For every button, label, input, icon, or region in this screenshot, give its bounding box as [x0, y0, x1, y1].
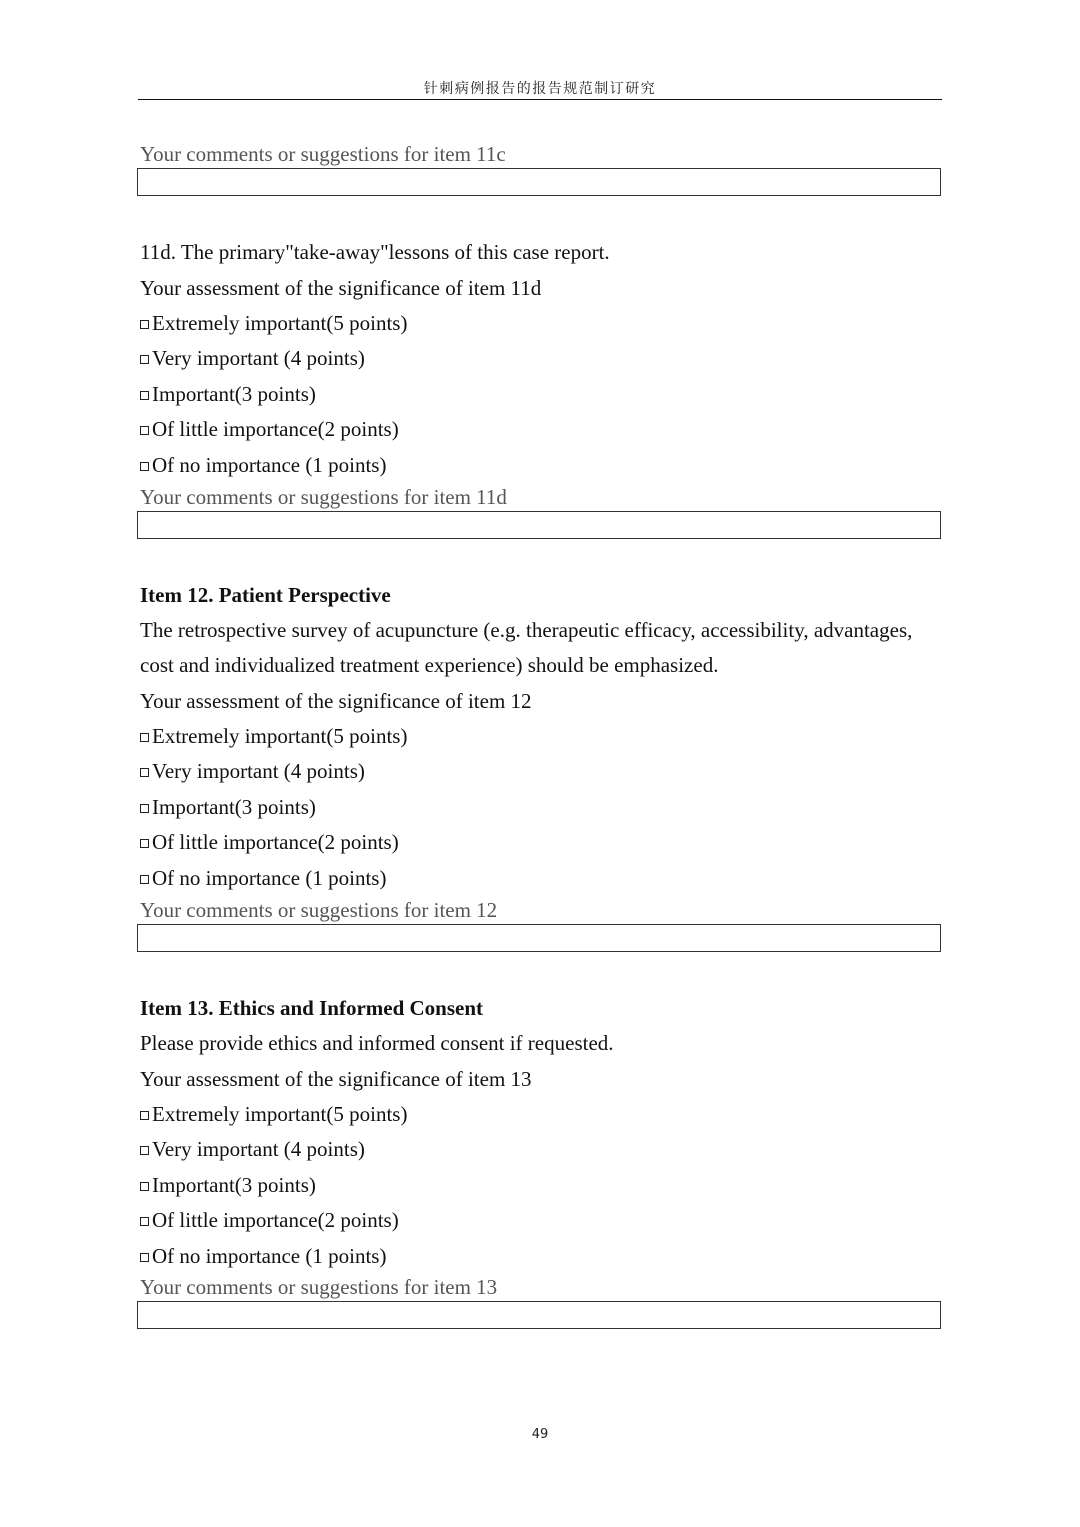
option-label: Very important (4 points) — [152, 1137, 365, 1161]
item-11d-option-3[interactable] — [140, 381, 316, 407]
header-rule — [138, 99, 942, 100]
checkbox-icon[interactable] — [140, 1111, 149, 1120]
checkbox-icon[interactable] — [140, 1146, 149, 1155]
item-12-option-2[interactable] — [140, 829, 399, 855]
item-13-assessment-label: Your assessment of the significance of item 13 — [140, 1067, 532, 1091]
item-13-option-2[interactable] — [140, 1207, 399, 1233]
checkbox-icon[interactable] — [140, 462, 149, 471]
item-12-comment-label: Your comments or suggestions for item 12 — [140, 898, 498, 922]
item-11c-comment-label: Your comments or suggestions for item 11c — [140, 142, 506, 166]
item-12-description-line-1: The retrospective survey of acupuncture (e.g. therapeutic efficacy, accessibility, advantages, — [140, 618, 913, 642]
item-11c-comment-box[interactable] — [137, 168, 941, 196]
option-label: Important(3 points) — [152, 1173, 316, 1197]
option-label: Extremely important(5 points) — [152, 311, 408, 335]
option-label: Of no importance (1 points) — [152, 453, 387, 477]
checkbox-icon[interactable] — [140, 1253, 149, 1262]
option-label: Of no importance (1 points) — [152, 1244, 387, 1268]
item-13-option-5[interactable] — [140, 1101, 407, 1127]
item-13-comment-box[interactable] — [137, 1301, 941, 1329]
item-11d-comment-label: Your comments or suggestions for item 11d — [140, 485, 507, 509]
checkbox-icon[interactable] — [140, 1217, 149, 1226]
checkbox-icon[interactable] — [140, 804, 149, 813]
checkbox-icon[interactable] — [140, 839, 149, 848]
checkbox-icon[interactable] — [140, 875, 149, 884]
item-13-option-1[interactable] — [140, 1243, 386, 1269]
item-13-comment-label: Your comments or suggestions for item 13 — [140, 1275, 498, 1299]
item-13-option-4[interactable] — [140, 1136, 365, 1162]
item-11d-assessment-label: Your assessment of the significance of item 11d — [140, 276, 542, 300]
item-11d-option-4[interactable] — [140, 345, 365, 371]
option-label: Of little importance(2 points) — [152, 830, 399, 854]
item-13-description: Please provide ethics and informed consent if requested. — [140, 1031, 614, 1055]
option-label: Important(3 points) — [152, 382, 316, 406]
item-12-option-1[interactable] — [140, 865, 386, 891]
item-12-heading: Item 12. Patient Perspective — [140, 583, 391, 607]
checkbox-icon[interactable] — [140, 320, 149, 329]
page-number: 49 — [531, 1427, 549, 1442]
option-label: Of little importance(2 points) — [152, 1208, 399, 1232]
running-header: 针刺病例报告的报告规范制订研究 — [423, 81, 657, 97]
item-12-description-line-2: cost and individualized treatment experience) should be emphasized. — [140, 653, 719, 677]
checkbox-icon[interactable] — [140, 733, 149, 742]
checkbox-icon[interactable] — [140, 426, 149, 435]
option-label: Of little importance(2 points) — [152, 417, 399, 441]
item-12-assessment-label: Your assessment of the significance of item 12 — [140, 689, 532, 713]
option-label: Of no importance (1 points) — [152, 866, 387, 890]
item-11d-option-5[interactable] — [140, 310, 407, 336]
item-12-option-5[interactable] — [140, 723, 407, 749]
option-label: Very important (4 points) — [152, 759, 365, 783]
item-11d-option-1[interactable] — [140, 452, 386, 478]
item-11d-description: 11d. The primary"take-away"lessons of this case report. — [140, 240, 610, 264]
item-13-option-3[interactable] — [140, 1172, 316, 1198]
checkbox-icon[interactable] — [140, 1182, 149, 1191]
item-12-option-4[interactable] — [140, 758, 365, 784]
option-label: Extremely important(5 points) — [152, 1102, 408, 1126]
option-label: Extremely important(5 points) — [152, 724, 408, 748]
checkbox-icon[interactable] — [140, 391, 149, 400]
item-12-comment-box[interactable] — [137, 924, 941, 952]
checkbox-icon[interactable] — [140, 355, 149, 364]
item-13-heading: Item 13. Ethics and Informed Consent — [140, 996, 484, 1020]
item-11d-comment-box[interactable] — [137, 511, 941, 539]
checkbox-icon[interactable] — [140, 768, 149, 777]
item-11d-option-2[interactable] — [140, 416, 399, 442]
item-12-option-3[interactable] — [140, 794, 316, 820]
option-label: Important(3 points) — [152, 795, 316, 819]
option-label: Very important (4 points) — [152, 346, 365, 370]
